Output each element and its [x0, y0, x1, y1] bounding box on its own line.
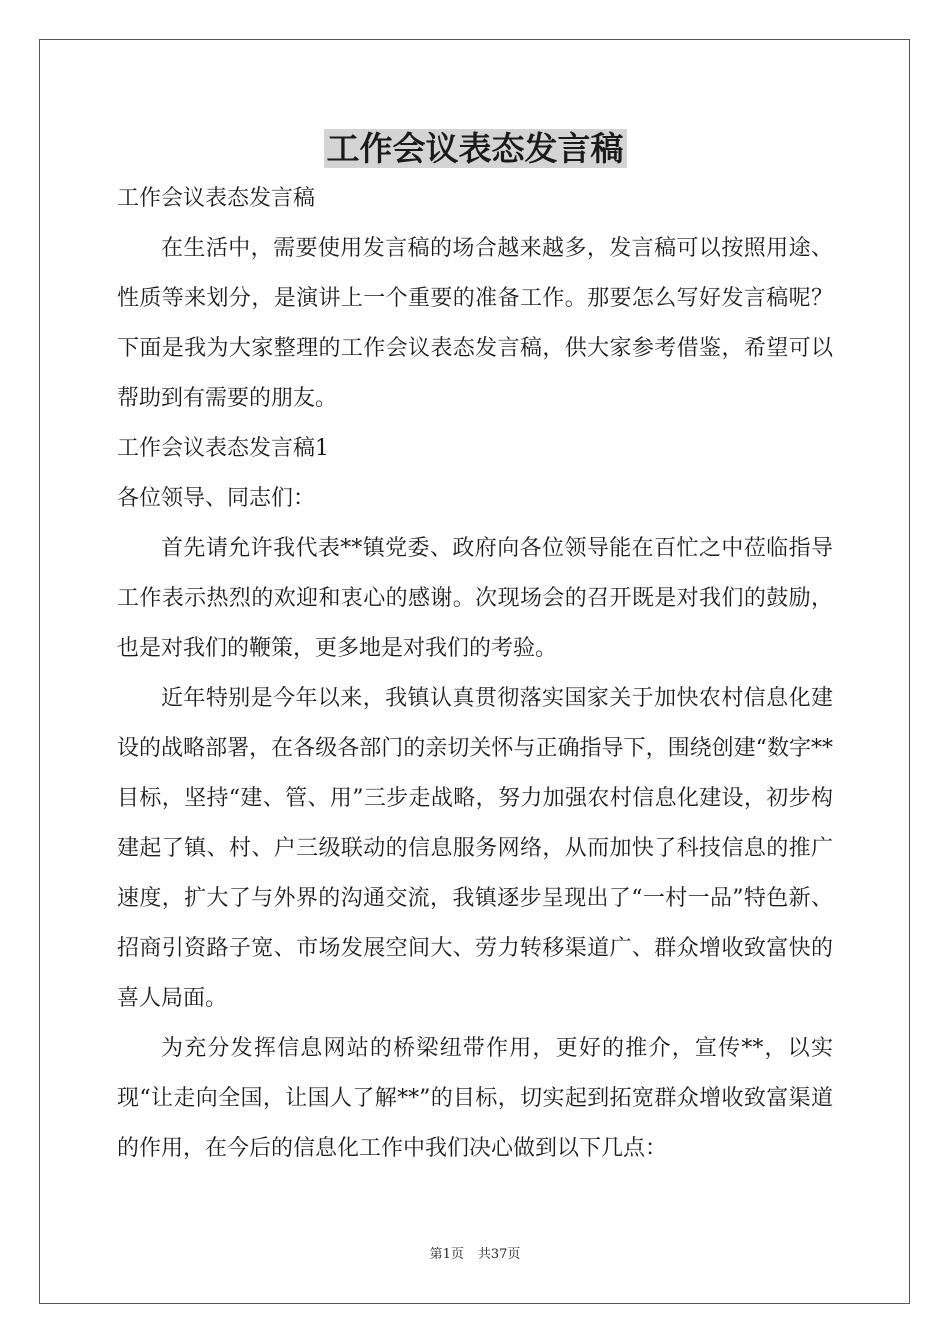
page-number: 第1页 [429, 1247, 464, 1262]
body-paragraph: 首先请允许我代表**镇党委、政府向各位领导能在百忙之中莅临指导工作表示热烈的欢迎和衷心的感谢。次现场会的召开既是对我们的鼓励，也是对我们的鞭策，更多地是对我们的考验。 [117, 536, 833, 661]
intro-paragraph: 在生活中，需要使用发言稿的场合越来越多，发言稿可以按照用途、性质等来划分，是演讲上一个重要的准备工作。那要怎么写好发言稿呢？下面是我为大家整理的工作会议表态发言稿，供大家参考借鉴，希望可以帮助到有需要的朋友。 [117, 236, 833, 411]
subtitle-paragraph: 工作会议表态发言稿 [117, 186, 316, 211]
salutation-paragraph: 各位领导、同志们： [117, 486, 316, 511]
document-title-text: 工作会议表态发言稿 [324, 129, 627, 168]
document-body [117, 174, 833, 1174]
document-title [0, 124, 950, 174]
section-heading: 工作会议表态发言稿1 [117, 436, 329, 461]
page-total: 共37页 [477, 1247, 521, 1262]
body-paragraph: 近年特别是今年以来，我镇认真贯彻落实国家关于加快农村信息化建设的战略部署，在各级各部门的亲切关怀与正确指导下，围绕创建“数字**目标，坚持“建、管、用”三步走战略，努力加强农村信息化建设，初步构建起了镇、村、户三级联动的信息服务网络，从而加快了科技信息的推广速度，扩大了与外界的沟通交流，我镇逐步呈现出了“一村一品”特色新、招商引资路子宽、市场发展空间大、劳力转移渠道广、群众增收致富快的喜人局面。 [117, 686, 833, 1011]
page-footer [0, 1245, 950, 1265]
body-paragraph: 为充分发挥信息网站的桥梁纽带作用，更好的推介，宣传**，以实现“让走向全国，让国人了解**”的目标，切实起到拓宽群众增收致富渠道的作用，在今后的信息化工作中我们决心做到以下几点： [117, 1036, 833, 1161]
